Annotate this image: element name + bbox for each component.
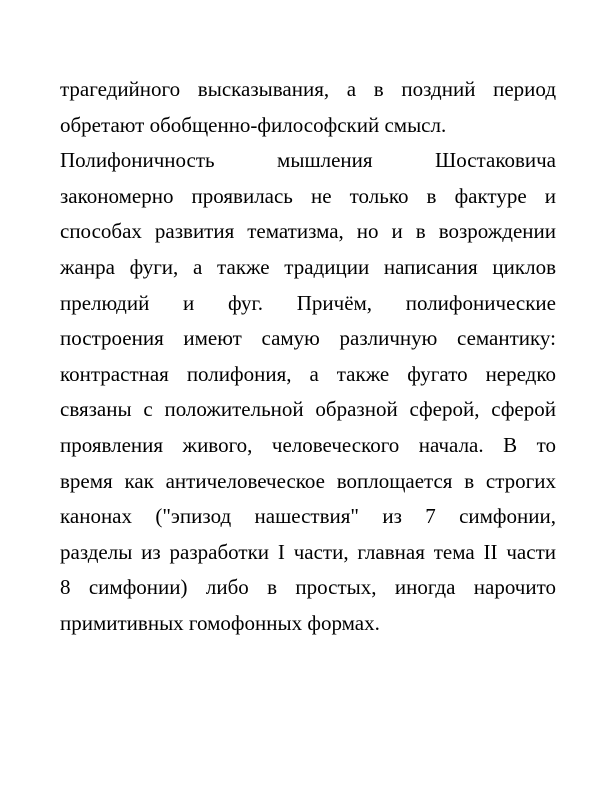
text-line-6: жанра фуги, а также традиции написания циклов	[60, 254, 556, 279]
text-line-15: 8 симфонии) либо в простых, иногда нарочито	[60, 575, 556, 600]
text-line-7: прелюдий и фуг. Причём, полифонические	[60, 290, 556, 315]
text-line-16: примитивных гомофонных формах.	[60, 610, 380, 635]
text-line-11: проявления живого, человеческого начала. В то	[60, 432, 556, 457]
text-line-3: Полифоничность мышления Шостаковича	[60, 148, 556, 173]
body-text	[60, 72, 556, 642]
text-line-12: время как античеловеческое воплощается в строгих	[60, 468, 556, 493]
text-line-13: канонах ("эпизод нашествия" из 7 симфонии,	[60, 504, 556, 529]
text-line-10: связаны с положительной образной сферой, сферой	[60, 397, 556, 422]
text-line-1: трагедийного высказывания, а в поздний период	[60, 77, 556, 101]
text-line-8: построения имеют самую различную семантику:	[60, 326, 556, 351]
text-line-5: способах развития тематизма, но и в возрождении	[60, 219, 556, 244]
text-line-14: разделы из разработки I части, главная тема II части	[60, 539, 556, 564]
text-line-2: обретают обобщенно-философский смысл.	[60, 112, 447, 137]
text-line-4: закономерно проявилась не только в фактуре и	[60, 183, 556, 208]
text-line-9: контрастная полифония, а также фугато нередко	[60, 361, 556, 386]
